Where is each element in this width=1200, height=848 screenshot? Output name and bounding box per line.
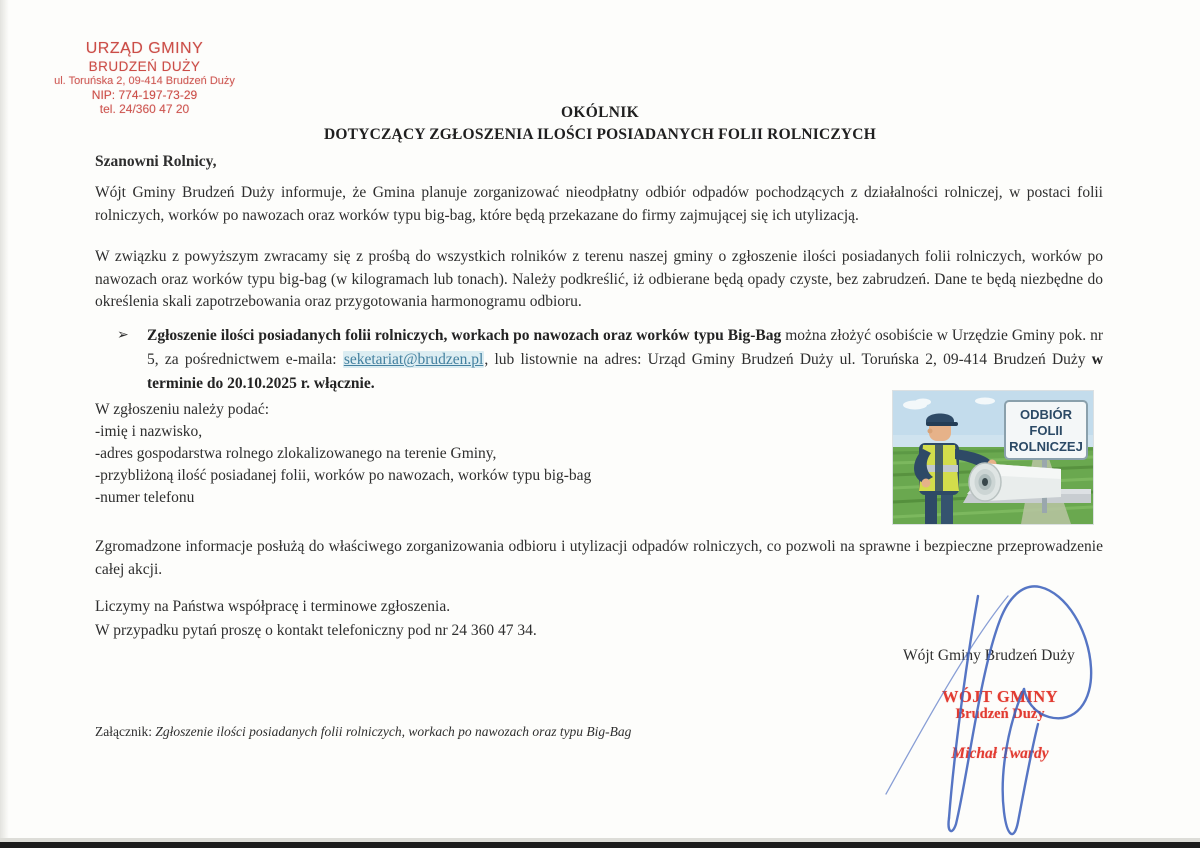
stamp-municipality: BRUDZEŃ DUŻY xyxy=(88,58,201,74)
list-item: -przybliżoną ilość posiadanej folii, worków po nawozach, worków typu big-bag xyxy=(95,467,592,484)
attachment-text: Zgłoszenie ilości posiadanych folii rolniczych, workach po nawozach oraz typu Big-Bag xyxy=(151,724,632,739)
closing-cooperation: Liczymy na Państwa współpracę i terminowe zgłoszenia. xyxy=(95,598,451,615)
stamp-office-name: URZĄD GMINY xyxy=(85,40,204,57)
email-link[interactable]: seketariat@brudzen.pl xyxy=(343,351,484,368)
list-item: -numer telefonu xyxy=(95,489,195,506)
scan-bottom-edge-dark xyxy=(0,842,1200,848)
bullet-submission-info xyxy=(95,323,1103,396)
title-line-2: DOTYCZĄCY ZGŁOSZENIA ILOŚCI POSIADANYCH FOLII ROLNICZYCH xyxy=(324,126,876,143)
film-roll xyxy=(969,463,1061,501)
title-line-1: OKÓLNIK xyxy=(561,104,639,121)
foil-collection-illustration xyxy=(893,391,1093,524)
mayor-stamp-municipality: Brudzeń Duży xyxy=(955,706,1045,723)
paragraph-purpose: Zgromadzone informacje posłużą do właściwego zorganizowania odbioru i utylizacji odpadów rolniczych, co pozwoli na sprawne i bezpieczne przeprowadzenie całej akcji. xyxy=(95,538,1103,578)
mayor-stamp xyxy=(915,688,1085,762)
bullet-after-email: , lub listownie na adres: Urząd Gminy Brudzeń Duży ul. Toruńska 2, 09-414 Brudzeń Duży xyxy=(484,351,1092,368)
sign-text-line2: FOLII xyxy=(1029,423,1063,438)
attachment-line xyxy=(95,724,631,740)
paragraph-intro: Wójt Gminy Brudzeń Duży informuje, że Gmina planuje zorganizować nieodpłatny odbiór odpadów pochodzących z działalności rolniczej, w postaci folii rolniczych, worków po nawozach oraz worków typu big-bag, które będą przekazane do firmy zajmującej się ich utylizacją. xyxy=(95,184,1103,224)
mayor-stamp-title: WÓJT GMINY xyxy=(941,687,1059,706)
salutation: Szanowni Rolnicy, xyxy=(95,153,217,170)
attachment-label: Załącznik: xyxy=(95,724,152,739)
bullet-text xyxy=(147,324,1103,396)
sign-text-line1: ODBIÓR xyxy=(1020,407,1072,422)
closing-lines xyxy=(95,595,895,642)
stamp-address: ul. Toruńska 2, 09-414 Brudzeń Duży xyxy=(54,74,235,87)
arrow-bullet-icon: ➢ xyxy=(117,328,129,343)
signature-typed-title: Wójt Gminy Brudzeń Duży xyxy=(903,647,1075,664)
list-item: -adres gospodarstwa rolnego zlokalizowanego na terenie Gminy, xyxy=(95,445,497,462)
required-data-list xyxy=(95,399,875,509)
mayor-stamp-name: Michał Twardy xyxy=(951,745,1049,763)
sign-text-line3: ROLNICZEJ xyxy=(1009,439,1083,454)
list-item: -imię i nazwisko, xyxy=(95,423,203,440)
stamp-phone: tel. 24/360 47 20 xyxy=(99,101,190,116)
bullet-deadline: w terminie do 20.10.2025 r. włącznie. xyxy=(147,351,1103,392)
list-intro: W zgłoszeniu należy podać: xyxy=(95,401,270,418)
scan-left-edge xyxy=(0,0,9,848)
bullet-bold-intro: Zgłoszenie ilości posiadanych folii rolniczych, workach po nawozach oraz worków typu Big-Bag xyxy=(147,327,782,344)
closing-contact: W przypadku pytań proszę o kontakt telefoniczny pod nr 24 360 47 34. xyxy=(95,621,537,639)
stamp-nip: NIP: 774-197-73-29 xyxy=(91,87,198,102)
paragraph-request: W związku z powyższym zwracamy się z prośbą do wszystkich rolników z terenu naszej gminy o zgłoszenie ilości posiadanych folii rolniczych, worków po nawozach oraz worków typu big-bag (w kilogramach lub tonach). Należy podkreślić, iż odbierane będą opady czyste, bez zabrudzeń. Dane te będą niezbędne do określenia skali zapotrzebowania oraz przygotowania harmonogramu odbioru. xyxy=(95,248,1103,310)
bullet-after-bold: można złożyć osobiście w Urzędzie Gminy pok. nr 5, za pośrednictwem e-maila: xyxy=(147,327,1103,368)
document-title xyxy=(95,104,1105,144)
